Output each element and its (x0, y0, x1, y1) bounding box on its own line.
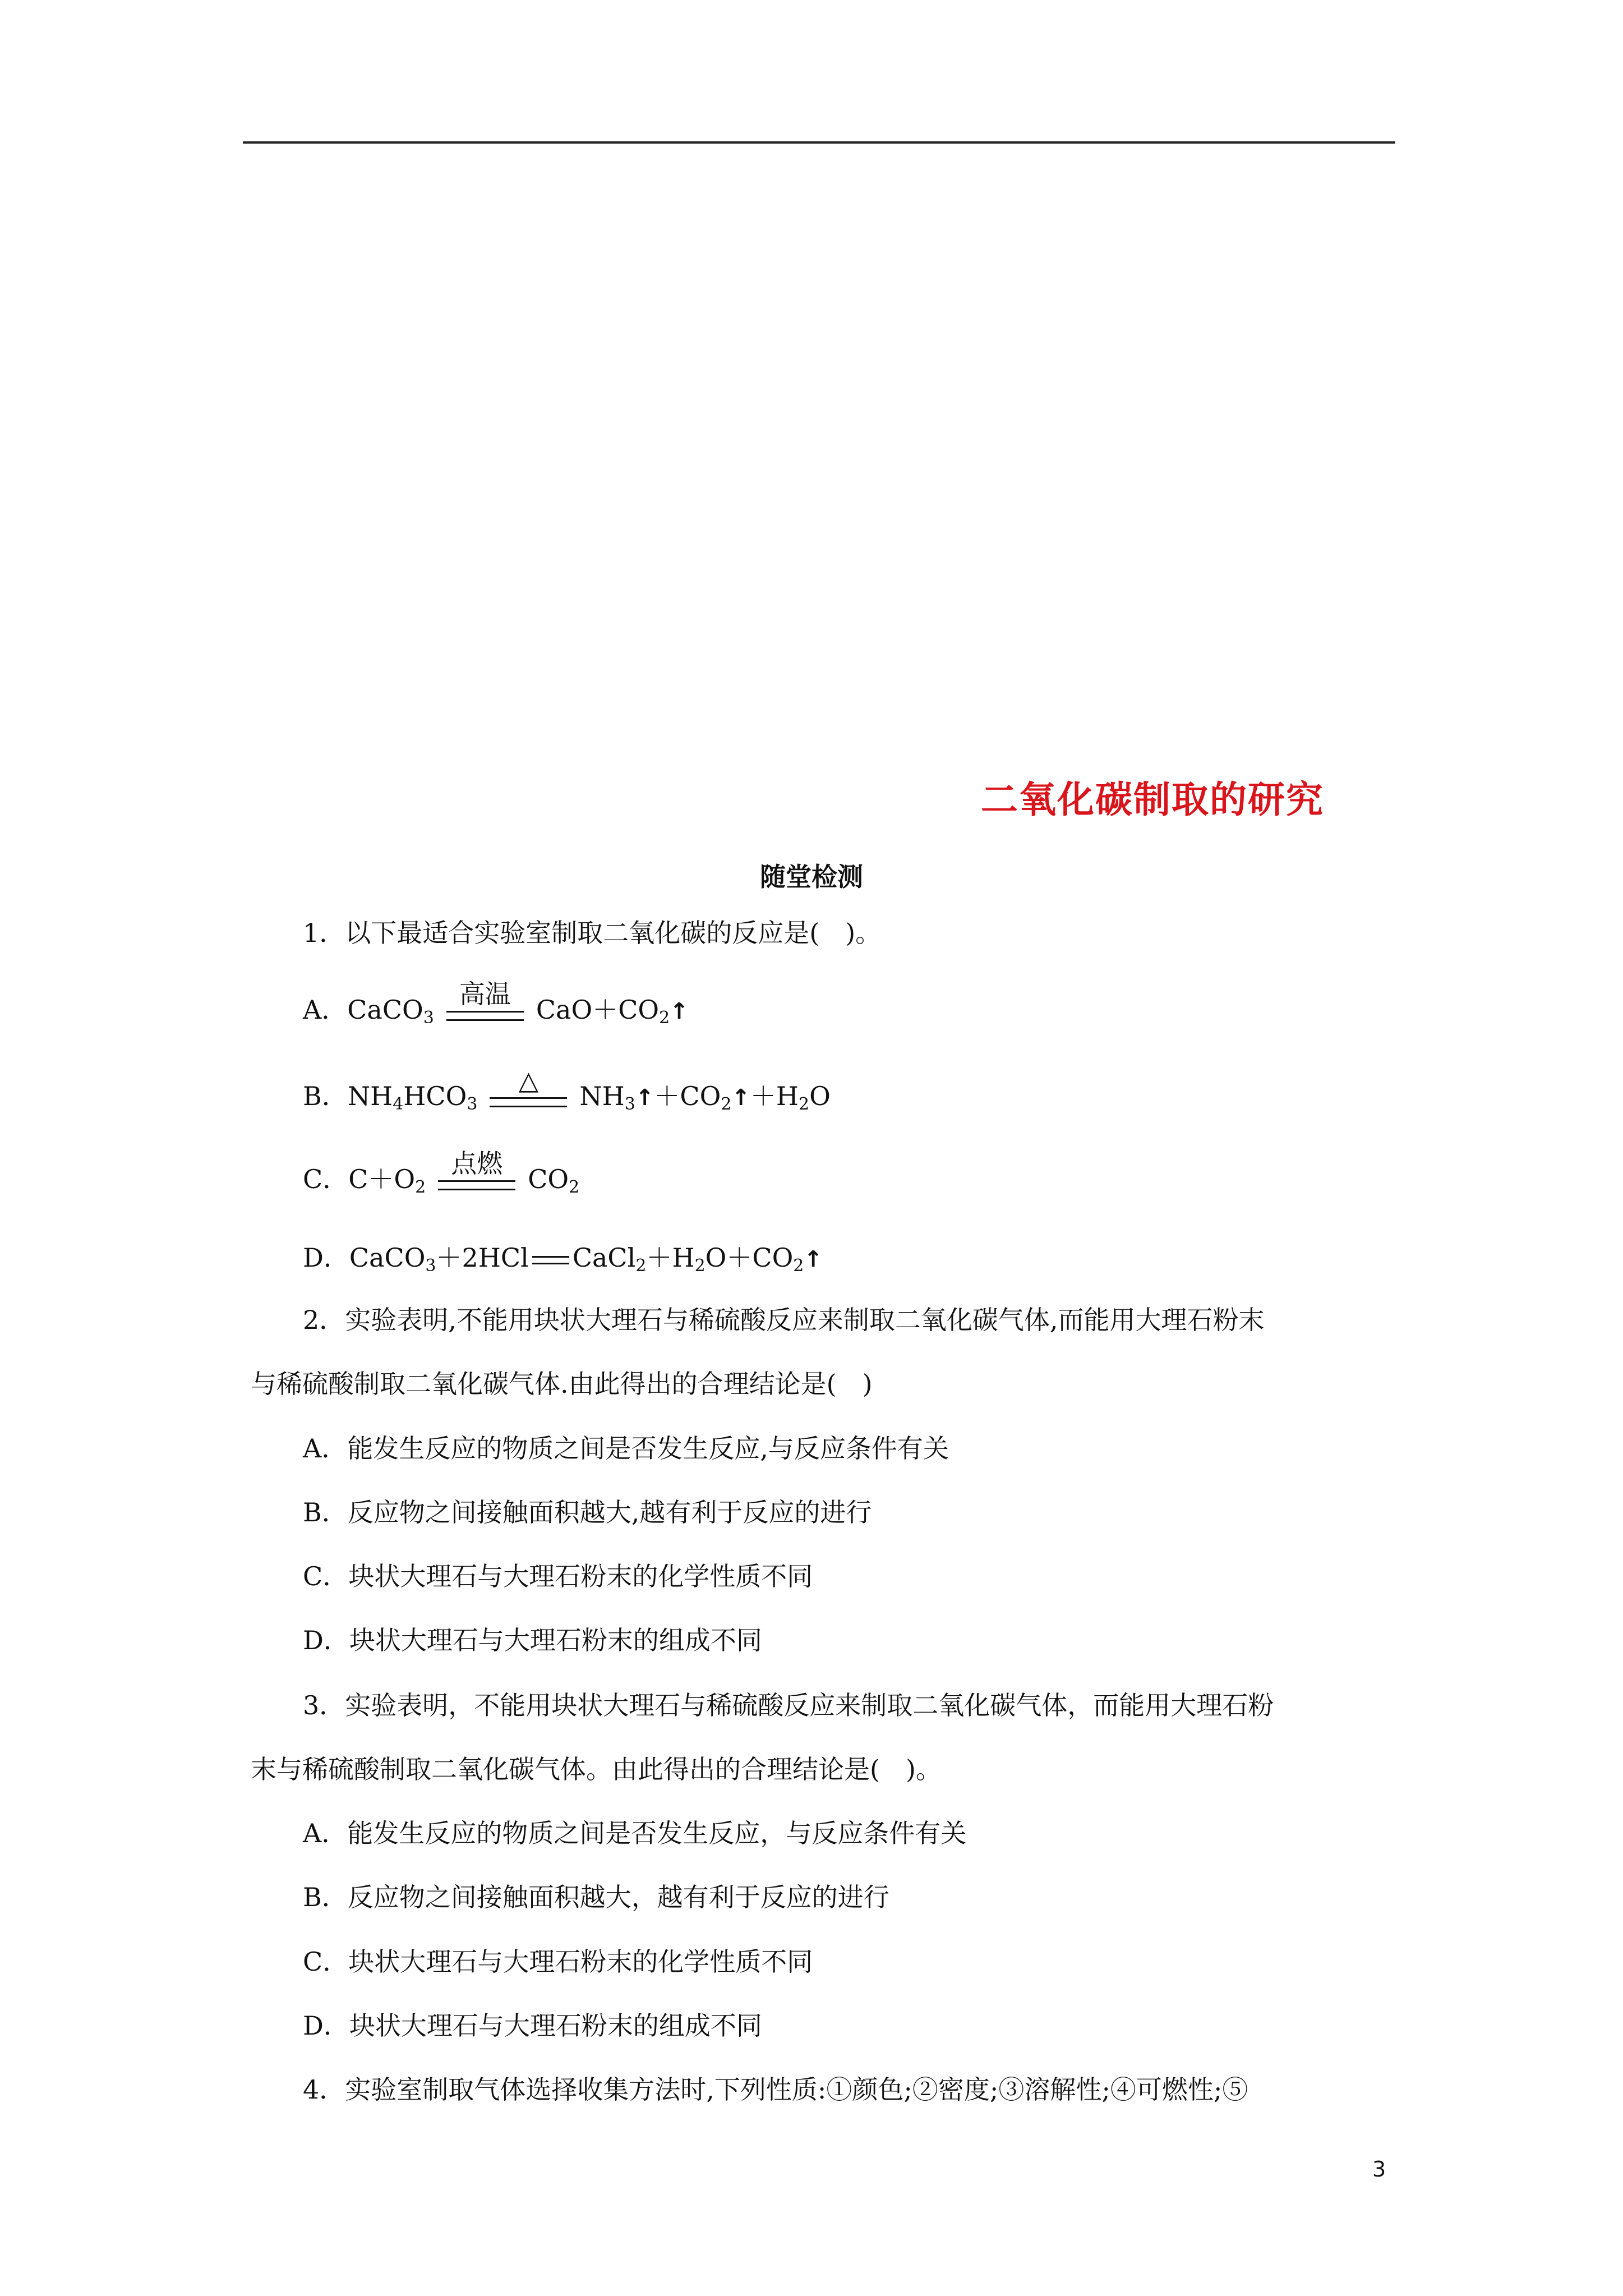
document-title: 二氧化碳制取的研究 (981, 778, 1324, 821)
gas-up-arrow-icon: ↑ (731, 1085, 750, 1111)
q3-option-d: D．块状大理石与大理石粉末的组成不同 (303, 2010, 762, 2041)
equals-sign (532, 1256, 569, 1264)
q1-option-a: A．CaCO$_3$ 高温 $CaO+CO_2↑$ (303, 979, 689, 1028)
q3-option-b: B．反应物之间接触面积越大，越有利于反应的进行 (303, 1882, 889, 1912)
question-3-stem-line2: 末与稀硫酸制取二氧化碳气体。由此得出的合理结论是( )。 (251, 1754, 942, 1784)
q2-option-b: B．反应物之间接触面积越大,越有利于反应的进行 (303, 1497, 872, 1527)
q2-option-c: C．块状大理石与大理石粉末的化学性质不同 (303, 1561, 813, 1591)
q2-option-a: A．能发生反应的物质之间是否发生反应,与反应条件有关 (303, 1433, 949, 1464)
q3-option-a: A．能发生反应的物质之间是否发生反应，与反应条件有关 (303, 1818, 967, 1848)
page-number: 3 (1372, 2157, 1386, 2182)
q1-option-c: C．$C+O_2$ 点燃 $CO_2$ (303, 1148, 580, 1197)
q1-option-d: D．CaCO$_3$＋2HCl $CaCl_2+H_2O+CO_2↑$ (303, 1243, 823, 1276)
section-title: 随堂检测 (760, 862, 863, 892)
gas-up-arrow-icon: ↑ (804, 1246, 823, 1272)
question-4-stem-line1: 4．实验室制取气体选择收集方法时,下列性质:①颜色;②密度;③溶解性;④可燃性;⑤ (303, 2074, 1248, 2105)
question-3-stem-line1: 3．实验表明，不能用块状大理石与稀硫酸反应来制取二氧化碳气体，而能用大理石粉 (303, 1690, 1274, 1720)
question-1-stem: 1．以下最适合实验室制取二氧化碳的反应是( )。 (303, 918, 882, 948)
condition-ignition: 点燃 (435, 1165, 519, 1198)
question-2-stem-line1: 2．实验表明,不能用块状大理石与稀硫酸反应来制取二氧化碳气体,而能用大理石粉末 (303, 1305, 1265, 1335)
question-2-stem-line2: 与稀硫酸制取二氧化碳气体.由此得出的合理结论是( ) (251, 1369, 873, 1399)
q2-option-d: D．块状大理石与大理石粉末的组成不同 (303, 1625, 762, 1655)
q1-option-b: B．$NH_4HCO_3$ △ $NH_3↑+CO_2↑+H_2O$ (303, 1065, 831, 1114)
q3-option-c: C．块状大理石与大理石粉末的化学性质不同 (303, 1947, 813, 1977)
header-rule (243, 141, 1395, 144)
condition-heating-high-temp: 高温 (443, 995, 527, 1029)
condition-heat-triangle: △ (486, 1082, 570, 1115)
gas-up-arrow-icon: ↑ (670, 999, 689, 1024)
gas-up-arrow-icon: ↑ (635, 1085, 654, 1111)
